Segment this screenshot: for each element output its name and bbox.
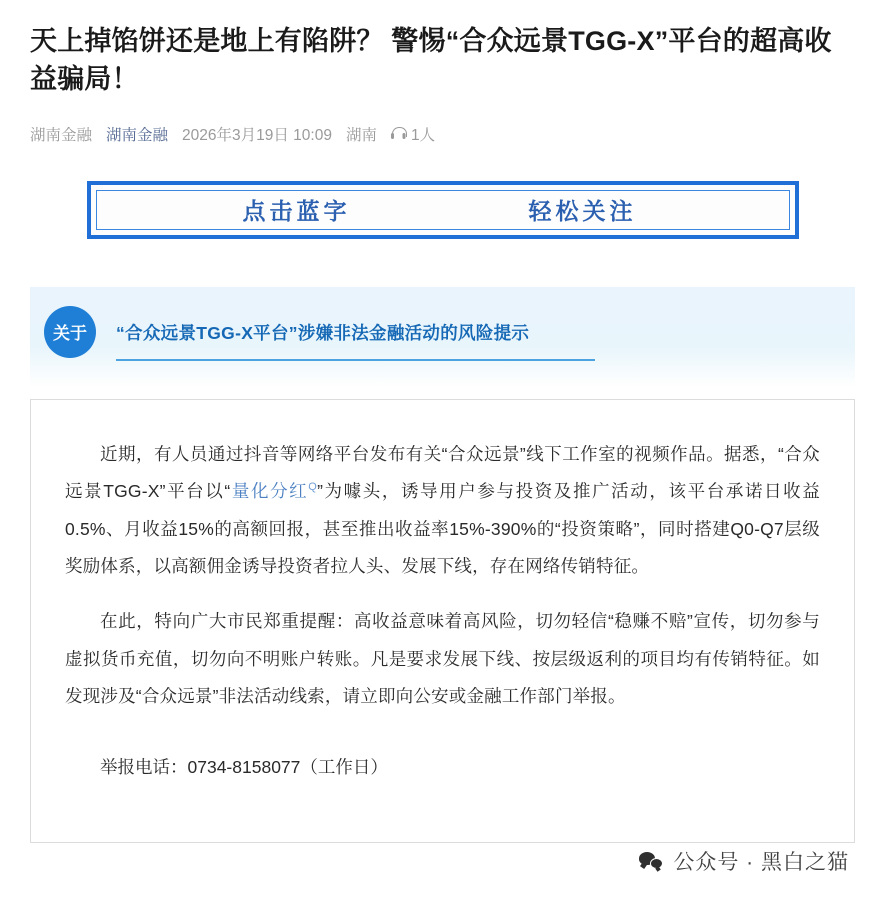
risk-notice-header xyxy=(30,287,855,387)
notice-badge: 关于 xyxy=(44,306,96,358)
footer-account xyxy=(639,846,849,876)
follow-banner[interactable] xyxy=(87,181,799,239)
banner-left-text: 点击蓝字 xyxy=(242,199,351,225)
paragraph1-text-part2: ”为噱头，诱导用户参与投资及推广活动，该平台承诺日收益0.5%、月收益15%的高额回报，甚至推出收益率15%-390%的“投资策略”，同时搭建Q0-Q7层级奖励体系，以高额佣金诱导投资者拉人头、发展下线，存在网络传销特征。 xyxy=(65,481,820,576)
notice-body-card xyxy=(30,399,855,844)
follow-banner-inner-border xyxy=(96,190,790,230)
listen-count-label: 1人 xyxy=(410,126,436,144)
report-phone-line: 举报电话：0734-8158077（工作日） xyxy=(100,756,388,777)
keyword-quant-dividend[interactable]: 量化分红 xyxy=(230,481,309,502)
keyword-search-icon[interactable]: Q xyxy=(308,481,318,494)
body-paragraph-2: 在此，特向广大市民郑重提醒：高收益意味着高风险，切勿轻信“稳赚不赔”宣传，切勿参与虚拟货币充值，切勿向不明账户转账。凡是要求发展下线、按层级返利的项目均有传销特征。如发现涉及“合众远景”非法活动线索，请立即向公安或金融工作部门举报。 xyxy=(65,611,820,707)
footer-account-label: 公众号 · 黑白之猫 xyxy=(673,851,849,874)
meta-location: 湖南 xyxy=(345,126,377,144)
notice-title: “合众远景TGG-X平台”涉嫌非法金融活动的风险提示 xyxy=(116,323,530,344)
article-content xyxy=(0,145,885,844)
meta-date: 2026年3月19日 10:09 xyxy=(182,126,332,144)
meta-account-link[interactable]: 湖南金融 xyxy=(106,126,169,144)
notice-underline xyxy=(116,359,595,361)
page-title: 天上掉馅饼还是地上有陷阱？ 警惕“合众远景TGG-X”平台的超高收益骗局！ xyxy=(30,26,832,95)
listen-count-group[interactable] xyxy=(391,123,435,145)
wechat-icon xyxy=(639,851,663,872)
article-header xyxy=(0,0,885,145)
paragraph1-text-part1: 近期，有人员通过抖音等网络平台发布有关“合众远景”线下工作室的视频作品。据悉，“合众远景TGG-X”平台以“ xyxy=(65,443,820,502)
banner-right-text: 轻松关注 xyxy=(528,199,637,225)
body-paragraph-1 xyxy=(65,436,820,586)
headphone-icon xyxy=(391,127,406,140)
article-meta xyxy=(30,123,855,145)
meta-account-name: 湖南金融 xyxy=(30,126,93,144)
